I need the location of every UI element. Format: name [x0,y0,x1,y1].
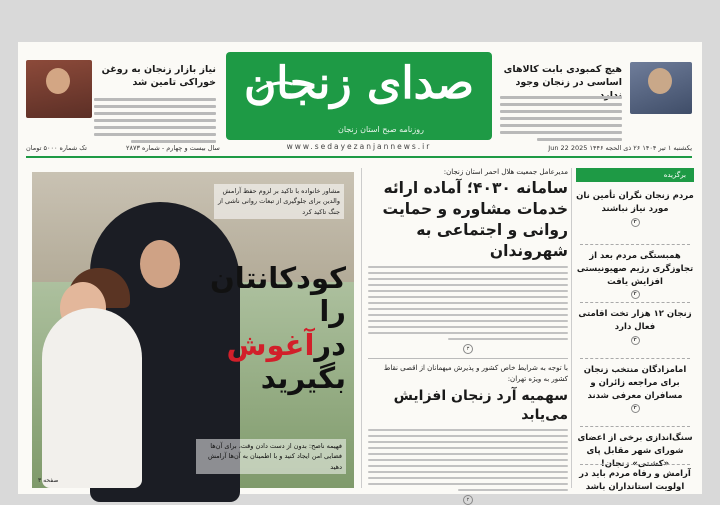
page-ref-icon: ۲ [463,495,473,505]
sidebar-item[interactable] [576,190,694,227]
sidebar-item[interactable] [576,250,694,299]
sidebar-item-text: زنجان ۱۲ هزار تخت اقامتی فعال دارد [578,309,692,332]
masthead [18,42,702,160]
sidebar-item[interactable] [576,468,694,494]
divider [580,464,690,465]
divider [580,358,690,359]
issue-number: سال بیست و چهارم - شماره ۲۸۷۳ [126,144,220,152]
story-body [368,429,568,492]
headline-word: در [314,327,346,362]
mother-face [140,240,180,288]
issue-date: یکشنبه ۱ تیر ۱۴۰۴ ۲۶ ذی الحجه ۱۴۴۶ Jun 22 2025 [548,144,692,152]
sidebar-item-text: سنگ‌اندازی برخی از اعضای شورای شهر مقابل پای «کشتی» زنجان! [577,433,693,469]
featured-sidebar [576,168,694,490]
story-headline: سهمیه آرد زنجان افزایش می‌یابد [393,388,568,423]
headline-highlight-word: آغوش [226,327,315,362]
column-divider [571,168,572,488]
man-portrait-photo [26,60,92,118]
divider [580,302,690,303]
newspaper-logo[interactable] [226,52,492,140]
divider [580,244,690,245]
divider [368,358,568,359]
masthead-left-headline: نیاز بازار زنجان به روغن خوراکی تامین شد [101,64,216,88]
page-ref-icon: ۳ [631,218,640,227]
logo-title: صدای زنجان [243,58,475,109]
sidebar-item[interactable] [576,364,694,413]
masthead-right-body [500,96,622,145]
page-ref-icon: ۳ [631,336,640,345]
middle-column [368,168,568,503]
issue-info-bar [26,140,692,154]
story-body [368,266,568,341]
sidebar-item-text: امامزادگان منتخب زنجان برای مراجعه زائران و مسافران معرفی شدند [583,365,687,401]
masthead-right-headline: هیچ کمبودی بابت کالاهای اساسی در زنجان وجود [503,64,622,88]
sidebar-item-text: همبستگی مردم بعد از تجاوزگری رژیم صهیونیستی افزایش یافت [576,251,694,287]
photo-story-caption: فهیمه ناصح: بدون از دست دادن وقت، برای آن‌ها فضایی امن ایجاد کنید و با اطمینان به آن‌ها آرامش دهید [196,439,346,474]
column-divider [361,168,362,488]
page-ref-icon: ۲ [631,290,640,299]
featured-tag: برگزیده [576,168,694,182]
masthead-divider [26,156,692,158]
story-headline: سامانه ۴۰۳۰؛ آماده ارائه خدمات مشاوره و حمایت روانی و اجتماعی به شهروندان [382,179,568,260]
headline-line-3: بگیرید [260,361,346,396]
photo-story-headline [176,262,346,395]
page-ref-icon: ۳ [463,344,473,354]
official-portrait-photo [630,62,692,114]
divider [580,426,690,427]
photo-story[interactable] [32,172,354,488]
page-ref-icon: ۳ [631,404,640,413]
logo-subtitle: روزنامه صبح استان زنجان [337,125,424,134]
website-url[interactable]: www.sedayezanjannews.ir [286,142,432,151]
photo-story-kicker: مشاور خانواده با تاکید بر لزوم حفظ آرامش والدین برای جلوگیری از تبعات روانی ناشی از جنگ تاکید کرد [214,184,344,219]
sidebar-item-text: مردم زنجان نگران تأمین نان مورد نیاز نباشند [576,191,694,214]
newspaper-front-page [18,42,702,503]
story-kicker: مدیرعامل جمعیت هلال احمر استان زنجان: [443,168,568,176]
issue-price: تک شماره ۵۰۰۰ تومان [26,144,87,152]
headline-line-1: کودکانتان را [209,261,346,329]
sidebar-item-text: آرامش و رفاه مردم باید در اولویت استانداران باشد [579,469,691,492]
story-flour-quota[interactable] [368,363,568,505]
headline-line-2 [176,329,346,362]
page-label: صفحه ۳ [38,477,59,484]
story-4030[interactable] [368,168,568,354]
sidebar-item[interactable] [576,308,694,345]
story-kicker: با توجه به شرایط خاص کشور و پذیرش میهمانان از اقصی نقاط کشور به ویژه تهران: [383,363,568,383]
child-figure [42,308,142,488]
